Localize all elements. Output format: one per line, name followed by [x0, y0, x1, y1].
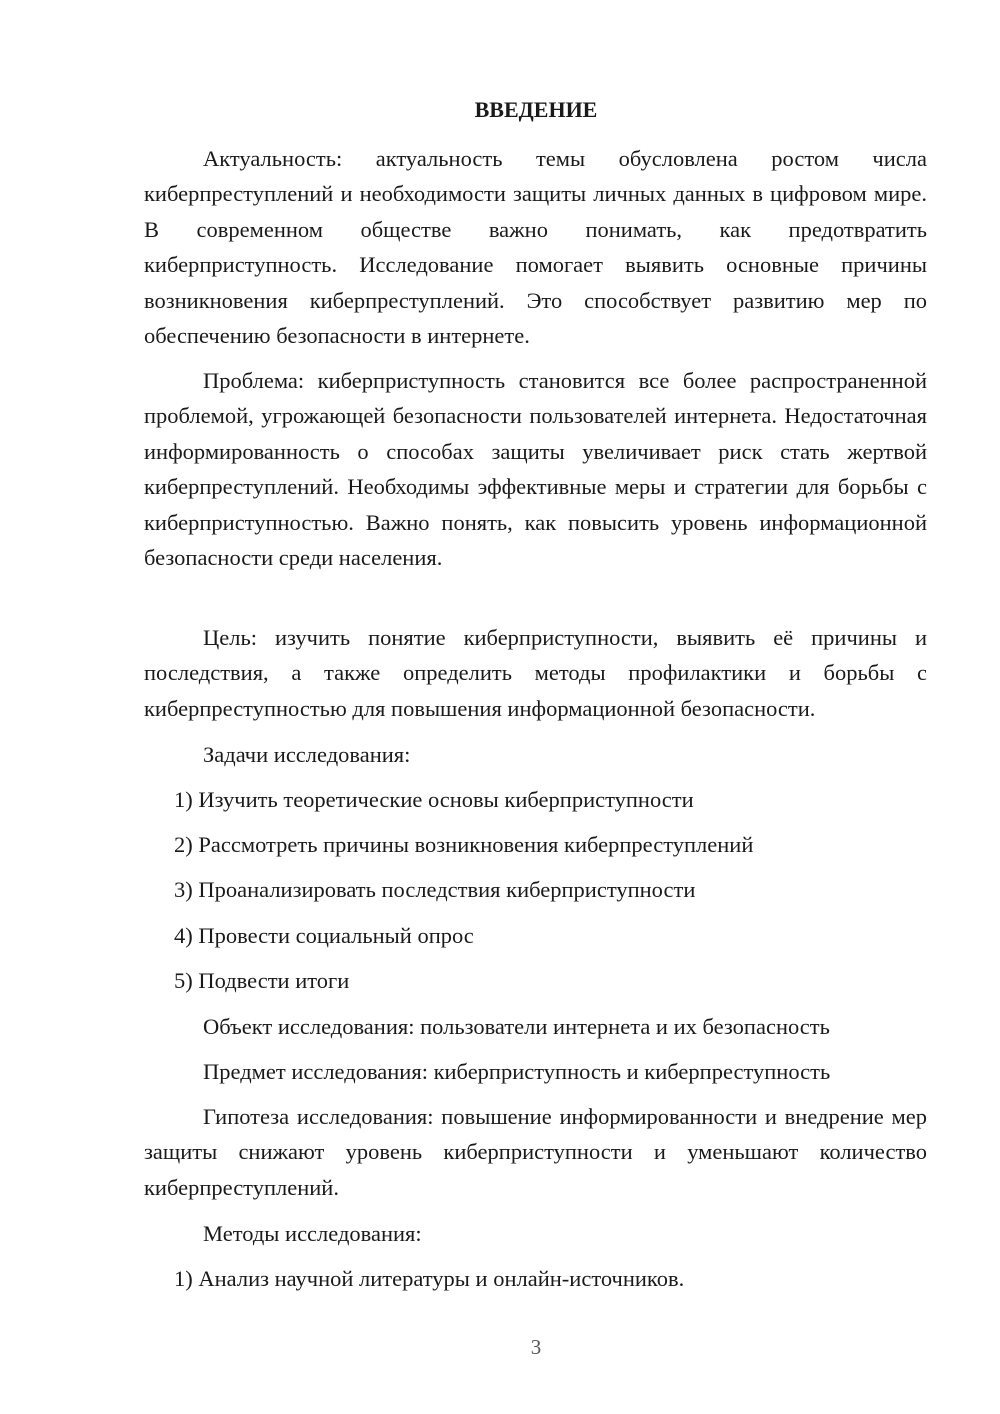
task-item: 3) Проанализировать последствия киберприступности: [174, 877, 696, 902]
page-number: 3: [530, 1335, 542, 1359]
method-item: 1) Анализ научной литературы и онлайн-источников.: [174, 1266, 685, 1291]
methods-heading: Методы исследования:: [203, 1221, 422, 1246]
task-item: 1) Изучить теоретические основы киберприступности: [174, 787, 694, 812]
paragraph-goal: Цель: изучить понятие киберприступности, выявить её причины и последствия, а также определить методы профилактики и борьбы с киберпреступностью для повышения информационной безопасности.: [144, 625, 927, 721]
research-subject: Предмет исследования: киберприступность и киберпреступность: [203, 1059, 831, 1084]
paragraph-relevance: Актуальность: актуальность темы обусловлена ростом числа киберпреступлений и необходимости защиты личных данных в цифровом мире. В современном обществе важно понимать, как предотвратить киберприступность. Исследование помогает выявить основные причины возникновения киберпреступлений. Это способствует развитию мер по обеспечению безопасности в интернете.: [144, 146, 927, 349]
tasks-heading: Задачи исследования:: [203, 742, 411, 767]
paragraph-hypothesis: Гипотеза исследования: повышение информированности и внедрение мер защиты снижают уровень киберприступности и уменьшают количество киберпреступлений.: [144, 1104, 927, 1200]
paragraph-problem: Проблема: киберприступность становится все более распространенной проблемой, угрожающей безопасности пользователей интернета. Недостаточная информированность о способах защиты увеличивает риск стать жертвой киберпреступлений. Необходимы эффективные меры и стратегии для борьбы с киберприступностью. Важно понять, как повысить уровень информационной безопасности среди населения.: [144, 368, 927, 571]
page-title: ВВЕДЕНИЕ: [474, 97, 598, 122]
task-item: 5) Подвести итоги: [174, 968, 350, 993]
task-item: 2) Рассмотреть причины возникновения киберпреступлений: [174, 832, 754, 857]
research-object: Объект исследования: пользователи интернета и их безопасность: [203, 1014, 830, 1039]
task-item: 4) Провести социальный опрос: [174, 923, 474, 948]
